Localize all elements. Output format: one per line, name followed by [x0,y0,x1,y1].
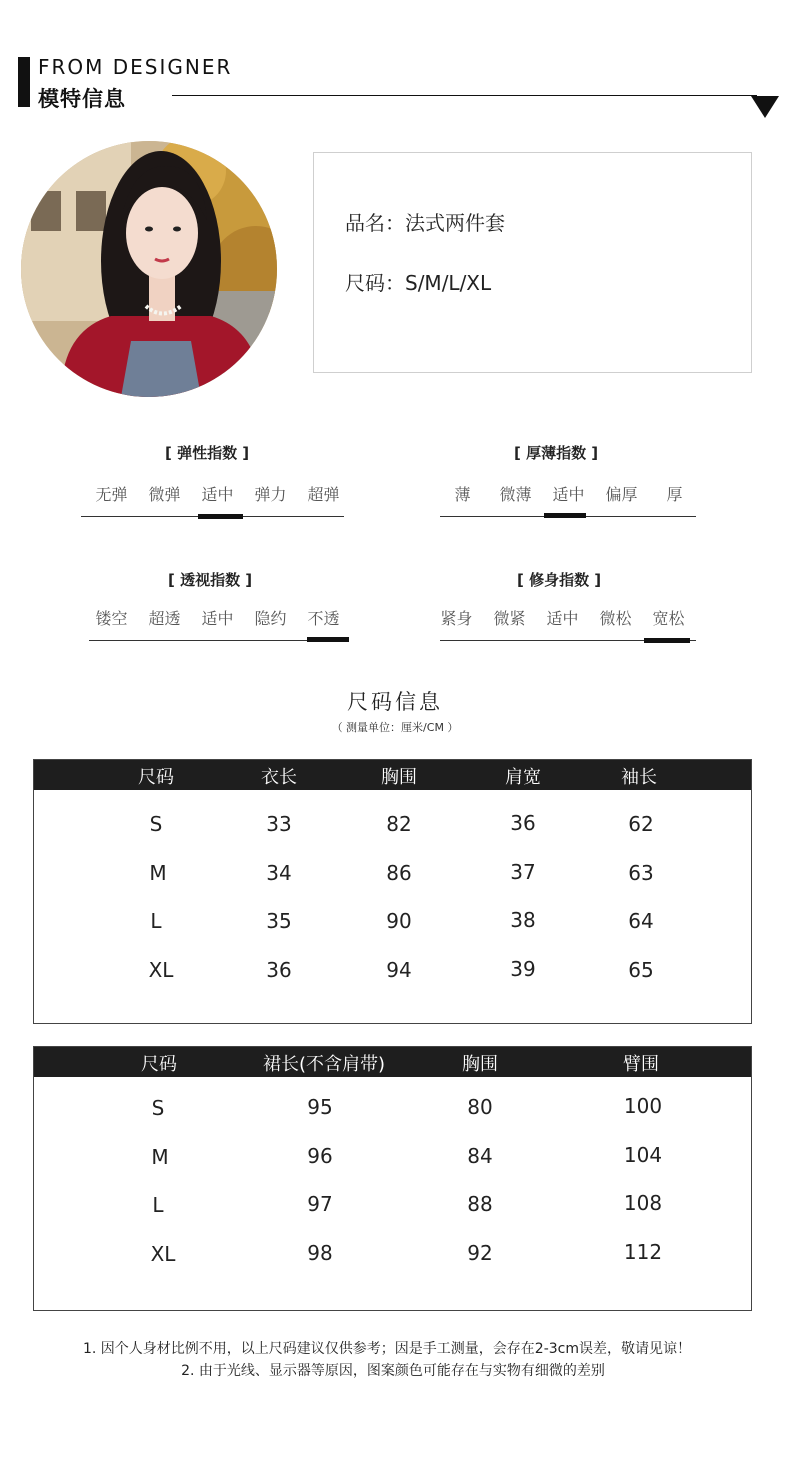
table-cell: 34 [266,860,292,885]
header-title-cn: 模特信息 [38,87,126,111]
table-cell: L [150,909,162,933]
table-header-cell: 裙长(不含肩带) [262,1054,386,1075]
transparency-option: 镂空 [95,609,128,628]
model-photo [21,141,277,397]
fit-option: 微松 [599,609,632,628]
table-cell: 84 [467,1143,493,1168]
triangle-down-icon [751,96,779,118]
table-cell: 65 [628,957,654,982]
table-cell: 82 [386,812,412,836]
thickness-option: 厚 [666,485,683,504]
table-cell: 36 [266,957,292,982]
table-cell: 86 [386,860,412,885]
table-cell: 39 [510,956,536,981]
thickness-options [436,482,701,505]
table-cell: 62 [628,812,654,836]
header-divider [172,95,757,96]
table-cell: M [149,860,167,885]
table-cell: XL [148,957,174,982]
table-cell: 35 [266,909,292,933]
transparency-option: 隐约 [254,609,287,628]
table-cell: S [151,1096,165,1120]
table-row [34,954,751,1003]
fit-selected-marker [644,638,690,643]
thickness-index-title: [ 厚薄指数 ] [514,444,599,462]
elasticity-option: 超弹 [307,485,340,504]
table-cell: 90 [386,909,412,933]
table-cell: 92 [467,1240,493,1265]
table-row [34,1239,751,1288]
transparency-option: 适中 [201,609,234,628]
thickness-option-selected: 适中 [552,485,585,504]
table-cell: 94 [386,957,412,982]
table-cell: 104 [623,1142,663,1167]
elasticity-option: 弹力 [254,485,287,504]
table-cell: 64 [628,909,654,933]
table-cell: 37 [510,859,536,884]
table-header-cell: 胸围 [462,1054,498,1075]
table-cell: 95 [307,1095,333,1119]
table-cell: 98 [307,1240,333,1265]
table-header-cell: 胸围 [381,767,417,788]
table-header [34,1047,751,1077]
table-cell: 38 [510,908,536,932]
elasticity-option: 微弹 [148,485,181,504]
fit-option: 紧身 [440,609,473,628]
product-sizes: 尺码：S/M/L/XL [345,271,492,295]
thickness-option: 薄 [454,485,471,504]
thickness-option: 偏厚 [605,485,638,504]
table-header-cell: 臂围 [623,1054,659,1075]
table-cell: 63 [628,860,654,885]
fit-options [430,606,695,629]
elasticity-option-selected: 适中 [201,485,234,504]
table-row [34,1093,751,1142]
table-cell: 88 [467,1192,493,1216]
thickness-selected-marker [544,513,586,518]
table-header-cell: 袖长 [621,767,657,788]
elasticity-selected-marker [198,514,243,519]
transparency-options [85,606,350,629]
table-header-cell: 肩宽 [505,767,541,788]
header-accent-bar [18,57,30,107]
product-name: 品名：法式两件套 [345,211,505,235]
table-header [34,760,751,790]
table-cell: 97 [307,1192,333,1216]
table-row [34,905,751,954]
note-color-disclaimer: 2. 由于光线、显示器等原因，图案颜色可能存在与实物有细微的差别 [181,1363,605,1379]
table-cell: S [149,812,163,836]
size-table-top [33,759,752,1024]
table-row [34,808,751,857]
table-row [34,857,751,906]
product-info-box [313,152,752,373]
elasticity-index-title: [ 弹性指数 ] [165,444,250,462]
table-cell: XL [150,1241,176,1266]
fit-option: 微紧 [493,609,526,628]
fit-option: 适中 [546,609,579,628]
table-cell: M [151,1144,169,1169]
table-header-cell: 尺码 [138,767,174,788]
table-cell: 33 [266,812,292,836]
table-cell: 112 [623,1239,663,1264]
table-cell: 36 [510,811,536,835]
header-title-en: FROM DESIGNER [38,55,233,79]
table-cell: L [152,1193,164,1217]
table-cell: 100 [623,1094,663,1118]
size-table-bottom [33,1046,752,1311]
table-header-cell: 衣长 [261,767,297,788]
transparency-selected-marker [307,637,349,642]
fit-option-selected: 宽松 [652,609,685,628]
fit-index-title: [ 修身指数 ] [517,571,602,589]
elasticity-options [85,482,350,505]
table-row [34,1190,751,1239]
transparency-option-selected: 不透 [307,609,340,628]
note-measurement-disclaimer: 1. 因个人身材比例不用，以上尺码建议仅供参考；因是手工测量，会存在2-3cm误差，敬请见谅！ [82,1341,691,1357]
table-cell: 96 [307,1143,333,1168]
table-row [34,1142,751,1191]
table-cell: 80 [467,1095,493,1119]
size-info-title: 尺码信息 [347,690,443,714]
elasticity-option: 无弹 [95,485,128,504]
transparency-option: 超透 [148,609,181,628]
table-header-cell: 尺码 [141,1054,177,1075]
table-cell: 108 [623,1191,663,1215]
transparency-index-title: [ 透视指数 ] [168,571,253,589]
size-info-subtitle: （ 测量单位：厘米/CM ） [331,721,459,734]
thickness-option: 微薄 [499,485,532,504]
